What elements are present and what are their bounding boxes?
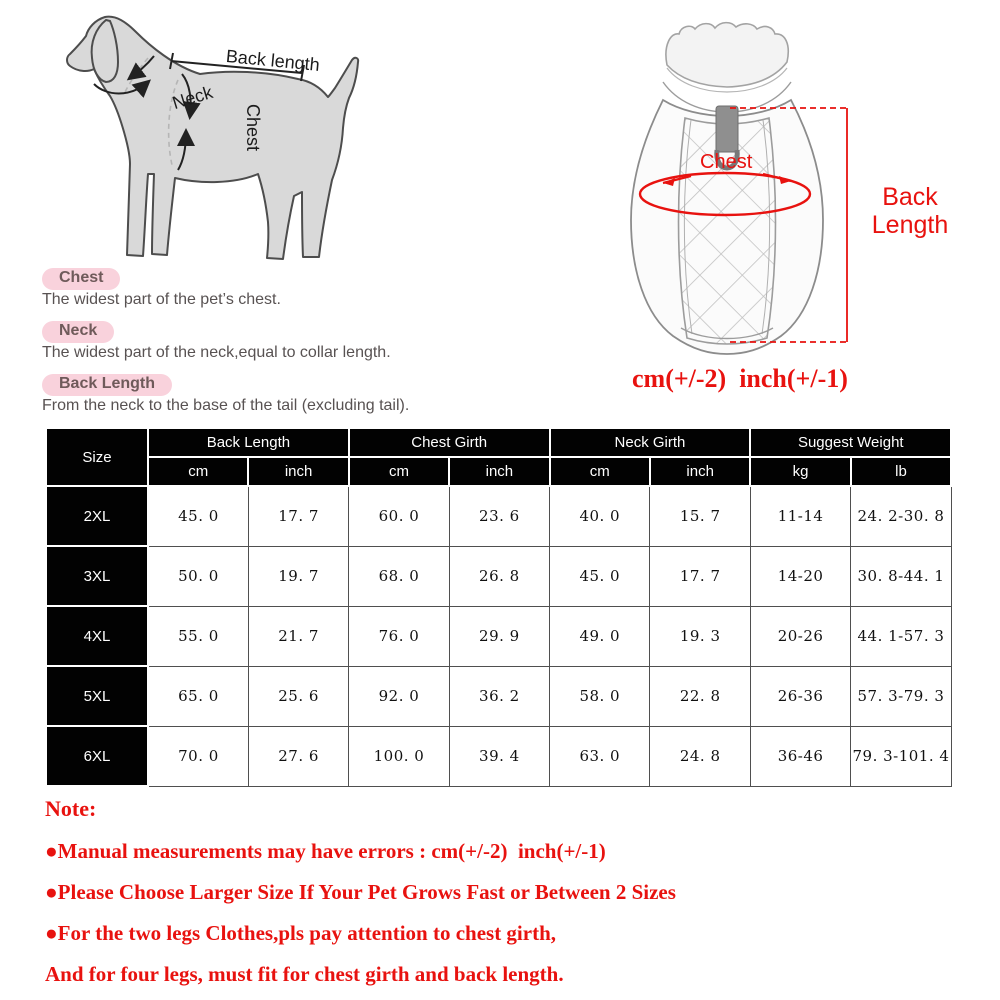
table-value-cell: 17. 7 — [248, 486, 348, 546]
table-value-cell: 19. 3 — [650, 606, 750, 666]
table-value-cell: 92. 0 — [349, 666, 449, 726]
table-value-cell: 44. 1-57. 3 — [851, 606, 951, 666]
notes-title: Note: — [45, 796, 97, 821]
table-value-cell: 26-36 — [750, 666, 850, 726]
table-value-cell: 11-14 — [750, 486, 850, 546]
definition-description: The widest part of the neck,equal to collar length. — [42, 344, 391, 361]
note-line: ●Please Choose Larger Size If Your Pet Grows Fast or Between 2 Sizes — [45, 880, 676, 904]
garment-diagram — [615, 20, 865, 365]
definition-term-pill: Neck — [42, 321, 114, 343]
tolerance-note: cm(+/-2) inch(+/-1) — [632, 364, 848, 393]
subheader-cm: cm — [148, 457, 248, 486]
header-suggest-weight: Suggest Weight — [750, 428, 951, 457]
table-value-cell: 79. 3-101. 4 — [851, 726, 951, 786]
definition-term-pill: Back Length — [42, 374, 172, 396]
table-row — [46, 606, 951, 666]
header-chest-girth: Chest Girth — [349, 428, 550, 457]
size-table — [45, 427, 952, 787]
table-value-cell: 15. 7 — [650, 486, 750, 546]
table-value-cell: 60. 0 — [349, 486, 449, 546]
table-value-cell: 63. 0 — [550, 726, 650, 786]
table-value-cell: 68. 0 — [349, 546, 449, 606]
subheader-inch: inch — [449, 457, 549, 486]
table-value-cell: 20-26 — [750, 606, 850, 666]
dog-back-length-label: Back length — [225, 46, 321, 75]
table-value-cell: 24. 2-30. 8 — [851, 486, 951, 546]
table-value-cell: 39. 4 — [449, 726, 549, 786]
table-value-cell: 49. 0 — [550, 606, 650, 666]
table-value-cell: 58. 0 — [550, 666, 650, 726]
table-value-cell: 27. 6 — [248, 726, 348, 786]
table-value-cell: 19. 7 — [248, 546, 348, 606]
header-neck-girth: Neck Girth — [550, 428, 751, 457]
table-value-cell: 50. 0 — [148, 546, 248, 606]
table-value-cell: 21. 7 — [248, 606, 348, 666]
table-size-cell: 2XL — [46, 486, 148, 546]
definition-term-pill: Chest — [42, 268, 120, 290]
table-value-cell: 24. 8 — [650, 726, 750, 786]
table-value-cell: 45. 0 — [148, 486, 248, 546]
table-row — [46, 546, 951, 606]
definition-description: The widest part of the pet’s chest. — [42, 291, 281, 308]
table-size-cell: 5XL — [46, 666, 148, 726]
subheader-lb: lb — [851, 457, 951, 486]
table-row — [46, 486, 951, 546]
table-row — [46, 666, 951, 726]
subheader-cm: cm — [349, 457, 449, 486]
table-value-cell: 25. 6 — [248, 666, 348, 726]
definition-description: From the neck to the base of the tail (excluding tail). — [42, 397, 410, 414]
notes-list — [45, 838, 965, 987]
table-value-cell: 55. 0 — [148, 606, 248, 666]
definition-block — [42, 268, 542, 309]
garment-chest-label: Chest — [700, 151, 753, 173]
table-value-cell: 70. 0 — [148, 726, 248, 786]
dog-illustration — [50, 8, 365, 266]
subheader-cm: cm — [550, 457, 650, 486]
table-value-cell: 57. 3-79. 3 — [851, 666, 951, 726]
table-value-cell: 45. 0 — [550, 546, 650, 606]
subheader-inch: inch — [650, 457, 750, 486]
table-value-cell: 76. 0 — [349, 606, 449, 666]
table-value-cell: 65. 0 — [148, 666, 248, 726]
table-row — [46, 726, 951, 786]
definition-block — [42, 374, 542, 415]
table-value-cell: 26. 8 — [449, 546, 549, 606]
table-value-cell: 14-20 — [750, 546, 850, 606]
notes-section — [45, 796, 965, 1000]
header-size: Size — [46, 428, 148, 486]
table-value-cell: 100. 0 — [349, 726, 449, 786]
garment-illustration — [615, 20, 865, 365]
dog-measurement-diagram — [50, 8, 365, 266]
leash-strap — [716, 106, 738, 152]
table-value-cell: 36-46 — [750, 726, 850, 786]
table-value-cell: 22. 8 — [650, 666, 750, 726]
table-size-cell: 6XL — [46, 726, 148, 786]
dog-neck-label: Neck — [170, 82, 216, 114]
table-size-cell: 4XL — [46, 606, 148, 666]
subheader-inch: inch — [248, 457, 348, 486]
table-value-cell: 17. 7 — [650, 546, 750, 606]
table-value-cell: 36. 2 — [449, 666, 549, 726]
definition-block — [42, 321, 542, 362]
dog-chest-label: Chest — [243, 104, 263, 152]
table-value-cell: 40. 0 — [550, 486, 650, 546]
header-back-length: Back Length — [148, 428, 349, 457]
garment-back-length-label: Back Length — [871, 183, 949, 239]
note-line: ●Manual measurements may have errors : cm(+/-2) inch(+/-1) — [45, 839, 606, 863]
table-value-cell: 30. 8-44. 1 — [851, 546, 951, 606]
note-line: ●For the two legs Clothes,pls pay attention to chest girth, — [45, 921, 557, 945]
subheader-kg: kg — [750, 457, 850, 486]
table-value-cell: 23. 6 — [449, 486, 549, 546]
note-line: And for four legs, must fit for chest girth and back length. — [45, 962, 564, 986]
table-value-cell: 29. 9 — [449, 606, 549, 666]
table-size-cell: 3XL — [46, 546, 148, 606]
measurement-definitions — [42, 268, 542, 427]
garment-collar — [666, 23, 788, 87]
